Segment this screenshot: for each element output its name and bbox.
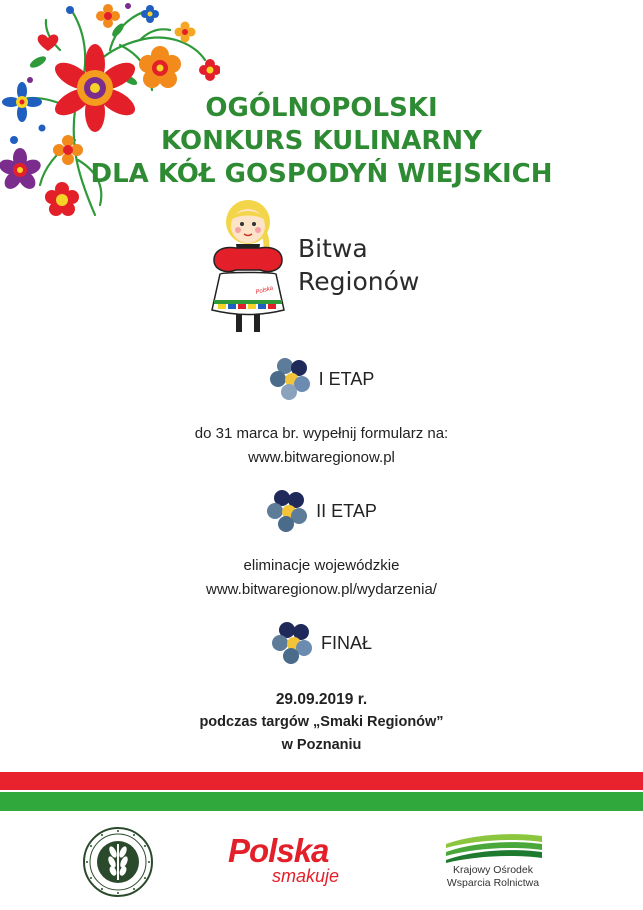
doll-apron-text: Polska [254, 285, 274, 296]
stage-1-description [0, 422, 643, 470]
stage-1-label: I ETAP [318, 368, 375, 389]
stage-1-header [0, 356, 643, 402]
final-header [0, 620, 643, 666]
kowr-line-1: Krajowy Ośrodek [453, 864, 533, 876]
title-line-1: OGÓLNOPOLSKI [205, 93, 438, 123]
smakuje-text: smakuje [272, 866, 340, 886]
kowr-logo-icon [444, 832, 544, 864]
title-line-2: KONKURS KULINARNY [161, 126, 482, 156]
stage-1-line-1: do 31 marca br. wypełnij formularz na: [194, 425, 449, 442]
title-line-3: DLA KÓŁ GOSPODYŃ WIEJSKICH [90, 159, 553, 189]
logo-line-2: Regionów [298, 267, 420, 296]
final-city: w Poznaniu [281, 737, 362, 753]
stage-2-label: II ETAP [316, 500, 377, 521]
green-stripe [0, 792, 643, 811]
page-title [0, 92, 643, 191]
stage-2-description [0, 554, 643, 602]
polska-smakuje-logo: Polska [228, 832, 329, 869]
stage-2-header [0, 488, 643, 534]
ministry-emblem-icon [82, 826, 154, 898]
final-description [0, 688, 643, 757]
red-stripe [0, 772, 643, 790]
final-date: 29.09.2019 r. [275, 691, 368, 708]
logo-text [298, 232, 419, 298]
kowr-line-2: Wsparcia Rolnictwa [446, 877, 540, 889]
dots-cluster-icon [266, 489, 308, 533]
logo-line-1: Bitwa [298, 234, 368, 263]
final-label: FINAŁ [320, 632, 372, 653]
doll-mascot-icon [200, 198, 296, 338]
final-venue: podczas targów „Smaki Regionów” [199, 714, 444, 730]
stage-2-line-1: eliminacje wojewódzkie [243, 557, 400, 574]
kowr-logo-text [437, 864, 549, 890]
dots-cluster-icon [269, 357, 311, 401]
stage-1-link[interactable]: www.bitwaregionow.pl [248, 449, 395, 466]
dots-cluster-icon [271, 621, 313, 665]
stage-2-link[interactable]: www.bitwaregionow.pl/wydarzenia/ [206, 581, 437, 598]
